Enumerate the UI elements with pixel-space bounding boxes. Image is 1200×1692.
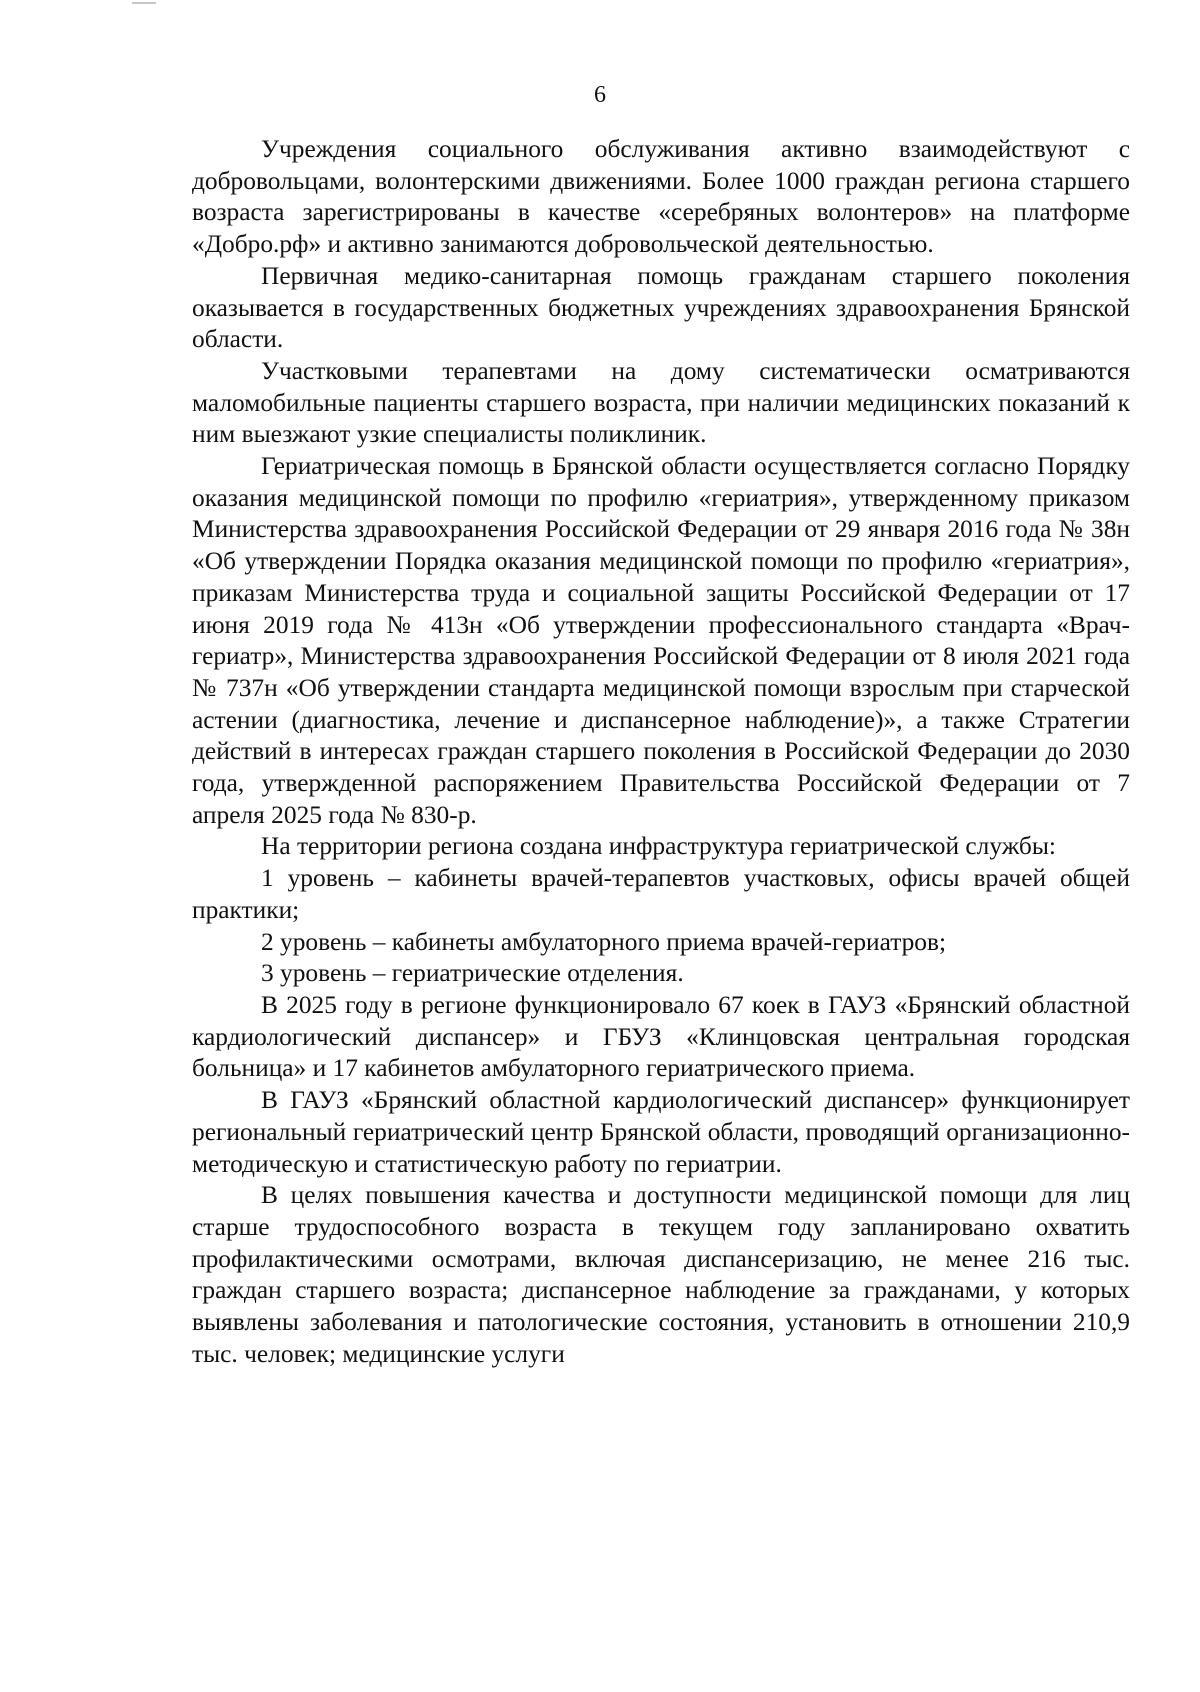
list-item-level-1: 1 уровень – кабинеты врачей-терапевтов участковых, офисы врачей общей практики; xyxy=(192,864,1130,924)
page-number: 6 xyxy=(594,82,606,108)
paragraph-primary-care: Первичная медико-санитарная помощь гражданам старшего поколения оказывается в государственных бюджетных учреждениях здравоохранения Брянской области. xyxy=(192,261,1130,354)
paragraph-infrastructure: На территории региона создана инфраструктура гериатрической службы: xyxy=(261,832,1056,861)
paragraph-quality-goals: В целях повышения качества и доступности медицинской помощи для лиц старше трудоспособного возраста в текущем году запланировано охватить профилактическими осмотрами, включая диспансеризацию, не менее 216 тыс. граждан старшего возраста; диспансерное наблюдение за гражданами, у которых выявлены заболевания и патологические состояния, установить в отношении 210,9 тыс. человек; медицинские услуги xyxy=(192,1181,1130,1368)
paragraph-geriatric-care-basis: Гериатрическая помощь в Брянской области осуществляется согласно Порядку оказания медицинской помощи по профилю «гериатрия», утвержденному приказом Министерства здравоохранения Российской Федерации от 29 января 2016 года № 38н «Об утверждении Порядка оказания медицинской помощи по профилю «гериатрия», приказам Министерства труда и социальной защиты Российской Федерации от 17 июня 2019 года № 413н «Об утверждении профессионального стандарта «Врач-гериатр», Министерства здравоохранения Российской Федерации от 8 июля 2021 года № 737н «Об утверждении стандарта медицинской помощи взрослым при старческой астении (диагностика, лечение и диспансерное наблюдение)», а также Стратегии действий в интересах граждан старшего поколения в Российской Федерации до 2030 года, утвержденной распоряжением Правительства Российской Федерации от 7 апреля 2025 года № 830-р. xyxy=(192,452,1130,829)
paragraph-home-visits: Участковыми терапевтами на дому систематически осматриваются маломобильные пациенты старшего возраста, при наличии медицинских показаний к ним выезжают узкие специалисты поликлиник. xyxy=(192,356,1130,449)
paragraph-beds-and-offices: В 2025 году в регионе функционировало 67 коек в ГАУЗ «Брянский областной кардиологический диспансер» и ГБУЗ «Клинцовская центральная городская больница» и 17 кабинетов амбулаторного гериатрического приема. xyxy=(192,990,1130,1083)
paragraph-geriatric-center: В ГАУЗ «Брянский областной кардиологический диспансер» функционирует региональный гериатрический центр Брянской области, проводящий организационно-методическую и статистическую работу по гериатрии. xyxy=(192,1086,1130,1178)
document-body xyxy=(192,134,1130,1370)
paragraph-volunteers: Учреждения социального обслуживания активно взаимодействуют с добровольцами, волонтерскими движениями. Более 1000 граждан региона старшего возраста зарегистрированы в качестве «серебряных волонтеров» на платформе «Добро.рф» и активно занимаются добровольческой деятельностью. xyxy=(192,135,1130,259)
list-item-level-2: 2 уровень – кабинеты амбулаторного приема врачей-гериатров; xyxy=(261,927,947,956)
list-item-level-3: 3 уровень – гериатрические отделения. xyxy=(261,959,684,988)
scan-mark xyxy=(132,2,156,4)
